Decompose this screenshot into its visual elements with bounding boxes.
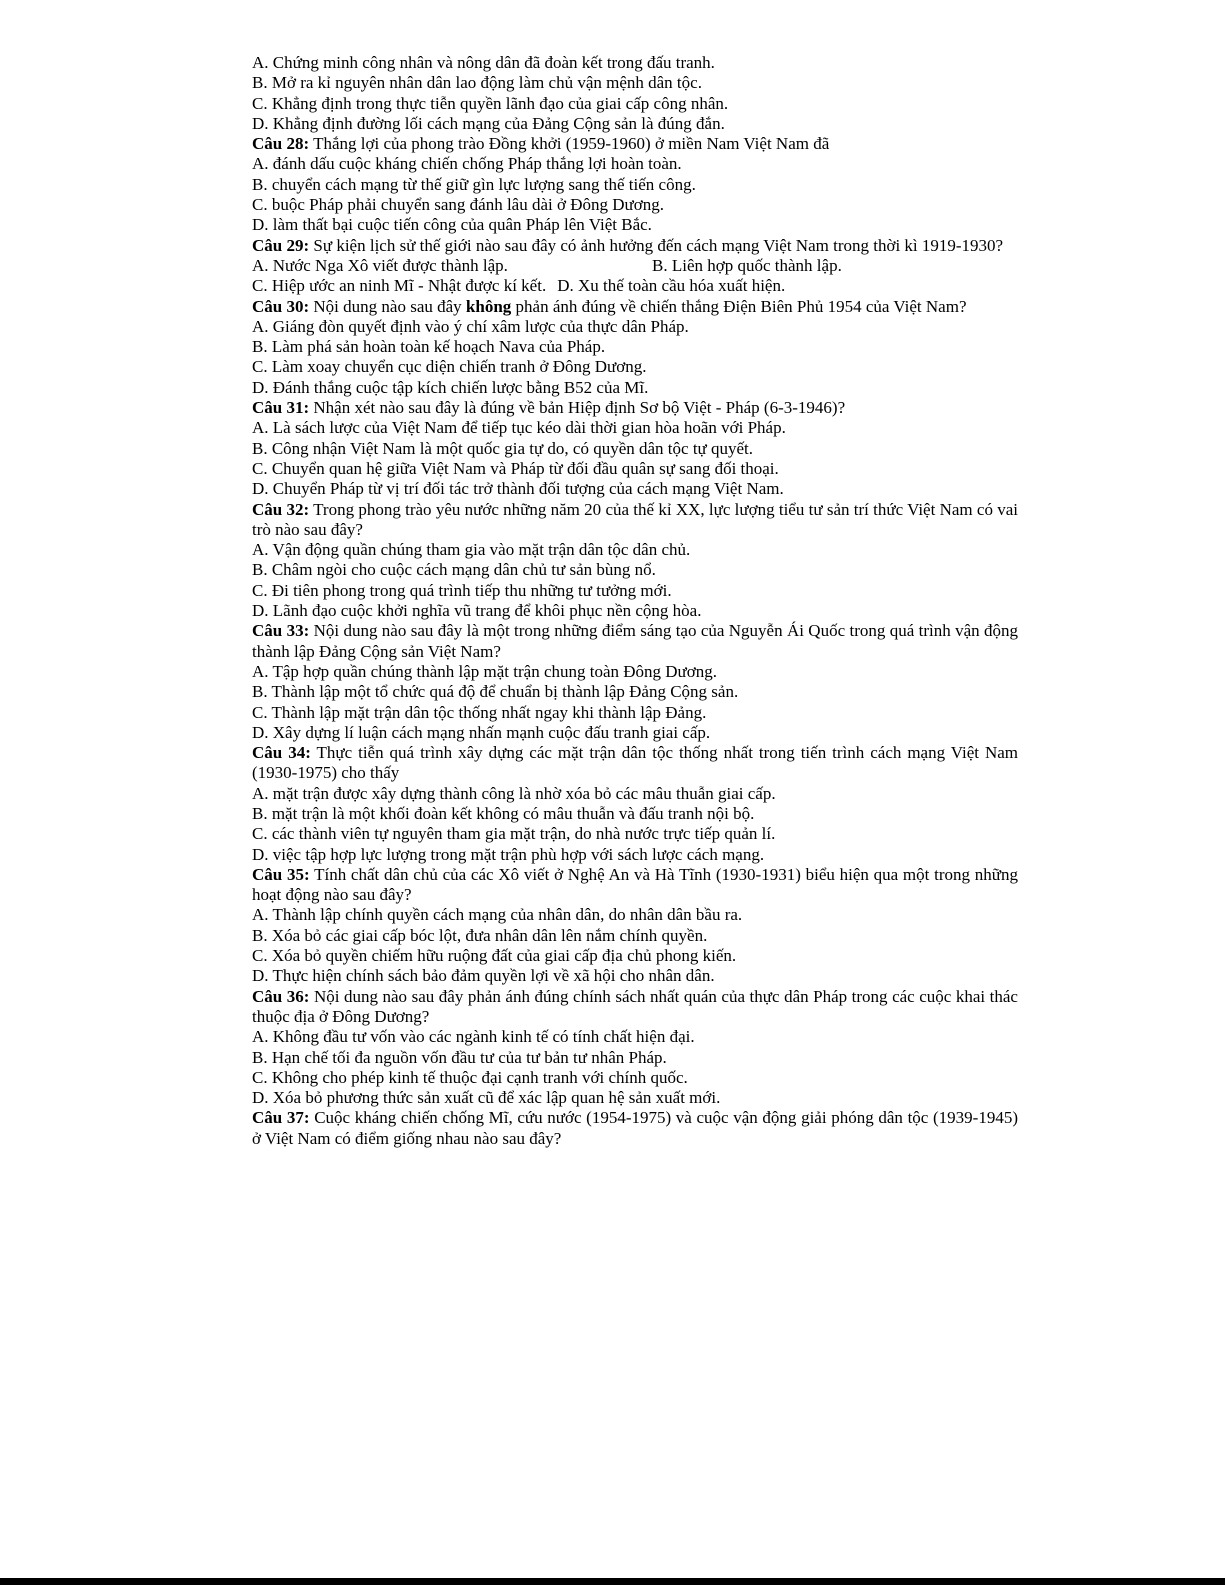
question-text: Sự kiện lịch sử thế giới nào sau đây có ảnh hưởng đến cách mạng Việt Nam trong thời kì 1919-1930? <box>309 235 1004 255</box>
option-a: A. Thành lập chính quyền cách mạng của nhân dân, do nhân dân bầu ra. <box>252 905 743 925</box>
options-row <box>252 276 1018 296</box>
question-number: Câu 33: <box>252 621 310 641</box>
option-a: A. Tập hợp quần chúng thành lập mặt trận chung toàn Đông Dương. <box>252 661 718 681</box>
question-text: Trong phong trào yêu nước những năm 20 của thế kỉ XX, lực lượng tiểu tư sản trí thức Việt Nam có vai trò nào sau đây? <box>252 499 1018 539</box>
option-a: A. Nước Nga Xô viết được thành lập. <box>252 255 508 275</box>
option-d: D. Xu thế toàn cầu hóa xuất hiện. <box>557 276 786 296</box>
option-a: A. Vận động quần chúng tham gia vào mặt trận dân tộc dân chủ. <box>252 540 691 560</box>
option-b: B. Liên hợp quốc thành lập. <box>652 255 842 275</box>
option-a: A. Không đầu tư vốn vào các ngành kinh tế có tính chất hiện đại. <box>252 1027 695 1047</box>
question-text: Thực tiễn quá trình xây dựng các mặt trận dân tộc thống nhất trong tiến trình cách mạng Việt Nam (1930-1975) cho thấy <box>252 743 1018 783</box>
question-number: Câu 28: <box>252 134 310 154</box>
option-d: D. việc tập hợp lực lượng trong mặt trận phù hợp với sách lược cách mạng. <box>252 844 765 864</box>
option-b: B. Làm phá sản hoàn toàn kế hoạch Nava của Pháp. <box>252 337 606 357</box>
option-c: C. buộc Pháp phải chuyển sang đánh lâu dài ở Đông Dương. <box>252 195 664 215</box>
question-text: Nội dung nào sau đây là một trong những điểm sáng tạo của Nguyễn Ái Quốc trong quá trình vận động thành lập Đảng Cộng sản Việt Nam? <box>252 621 1018 661</box>
option-c: C. Khẳng định trong thực tiễn quyền lãnh đạo của giai cấp công nhân. <box>252 93 729 113</box>
question-text: Nội dung nào sau đây phản ánh đúng chính sách nhất quán của thực dân Pháp trong các cuộc khai thác thuộc địa ở Đông Dương? <box>252 986 1018 1026</box>
option-c: C. Chuyển quan hệ giữa Việt Nam và Pháp từ đối đầu quân sự sang đối thoại. <box>252 458 779 478</box>
question-32 <box>252 500 1018 541</box>
question-text-end: phản ánh đúng về chiến thắng Điện Biên Phủ 1954 của Việt Nam? <box>511 296 967 316</box>
question-emphasis: không <box>465 296 512 316</box>
option-d: D. làm thất bại cuộc tiến công của quân Pháp lên Việt Bắc. <box>252 215 652 235</box>
option-b: B. Châm ngòi cho cuộc cách mạng dân chủ tư sản bùng nổ. <box>252 560 656 580</box>
question-31 <box>252 398 1018 418</box>
question-37 <box>252 1108 1018 1149</box>
question-number: Câu 32: <box>252 499 310 519</box>
option-c: C. các thành viên tự nguyên tham gia mặt trận, do nhà nước trực tiếp quản lí. <box>252 824 776 844</box>
question-text: Nội dung nào sau đây <box>309 296 466 316</box>
option-c: C. Xóa bỏ quyền chiếm hữu ruộng đất của giai cấp địa chủ phong kiến. <box>252 946 737 966</box>
option-a: A. đánh dấu cuộc kháng chiến chống Pháp thắng lợi hoàn toàn. <box>252 154 682 174</box>
option-c: C. Không cho phép kinh tế thuộc đại cạnh tranh với chính quốc. <box>252 1067 688 1087</box>
option-c: C. Làm xoay chuyển cục diện chiến tranh ở Đông Dương. <box>252 357 647 377</box>
option-d: D. Đánh thắng cuộc tập kích chiến lược bằng B52 của Mĩ. <box>252 377 649 397</box>
bottom-border <box>0 1578 1225 1585</box>
option-b: B. Công nhận Việt Nam là một quốc gia tự do, có quyền dân tộc tự quyết. <box>252 438 754 458</box>
option-c: C. Hiệp ước an ninh Mĩ - Nhật được kí kết. <box>252 276 547 296</box>
option-b: B. Thành lập một tổ chức quá độ để chuẩn bị thành lập Đảng Cộng sản. <box>252 682 739 702</box>
option-b: B. Xóa bỏ các giai cấp bóc lột, đưa nhân dân lên nắm chính quyền. <box>252 925 708 945</box>
option-b: B. Hạn chế tối đa nguồn vốn đầu tư của tư bản tư nhân Pháp. <box>252 1047 667 1067</box>
option-d: D. Lãnh đạo cuộc khởi nghĩa vũ trang để khôi phục nền cộng hòa. <box>252 601 702 621</box>
question-text: Nhận xét nào sau đây là đúng về bản Hiệp định Sơ bộ Việt - Pháp (6-3-1946)? <box>309 398 846 418</box>
option-d: D. Thực hiện chính sách bảo đảm quyền lợi về xã hội cho nhân dân. <box>252 966 715 986</box>
question-number: Câu 35: <box>252 864 310 884</box>
option-a: A. Chứng minh công nhân và nông dân đã đoàn kết trong đấu tranh. <box>252 53 715 72</box>
option-a: A. Giáng đòn quyết định vào ý chí xâm lược của thực dân Pháp. <box>252 316 689 336</box>
question-number: Câu 36: <box>252 986 310 1006</box>
option-d: D. Xây dựng lí luận cách mạng nhấn mạnh cuộc đấu tranh giai cấp. <box>252 722 711 742</box>
option-a: A. mặt trận được xây dựng thành công là nhờ xóa bỏ các mâu thuẫn giai cấp. <box>252 783 776 803</box>
question-36 <box>252 987 1018 1028</box>
question-text: Thắng lợi của phong trào Đồng khởi (1959-1960) ở miền Nam Việt Nam đã <box>309 134 830 154</box>
question-number: Câu 31: <box>252 398 310 418</box>
question-30 <box>252 297 1018 317</box>
options-row <box>252 256 1018 276</box>
option-b: B. Mở ra kỉ nguyên nhân dân lao động làm chủ vận mệnh dân tộc. <box>252 73 702 93</box>
option-d: D. Chuyển Pháp từ vị trí đối tác trở thành đối tượng của cách mạng Việt Nam. <box>252 479 784 499</box>
question-number: Câu 30: <box>252 296 310 316</box>
question-number: Câu 37: <box>252 1108 310 1128</box>
option-d: D. Khẳng định đường lối cách mạng của Đảng Cộng sản là đúng đắn. <box>252 113 725 133</box>
question-28 <box>252 134 1018 154</box>
question-number: Câu 34: <box>252 743 311 763</box>
option-c: C. Đi tiên phong trong quá trình tiếp thu những tư tưởng mới. <box>252 580 672 600</box>
question-text: Cuộc kháng chiến chống Mĩ, cứu nước (1954-1975) và cuộc vận động giải phóng dân tộc (1939-1945) ở Việt Nam có điểm giống nhau nào sau đây? <box>252 1108 1018 1148</box>
option-b: B. mặt trận là một khối đoàn kết không có mâu thuẫn và đấu tranh nội bộ. <box>252 803 755 823</box>
option-a: A. Là sách lược của Việt Nam để tiếp tục kéo dài thời gian hòa hoãn với Pháp. <box>252 418 786 438</box>
question-29 <box>252 236 1018 256</box>
question-text: Tính chất dân chủ của các Xô viết ở Nghệ An và Hà Tĩnh (1930-1931) biểu hiện qua một trong những hoạt động nào sau đây? <box>252 864 1018 905</box>
option-c: C. Thành lập mặt trận dân tộc thống nhất ngay khi thành lập Đảng. <box>252 702 707 722</box>
document-body <box>252 53 1018 1149</box>
option-b: B. chuyển cách mạng từ thế giữ gìn lực lượng sang thế tiến công. <box>252 174 696 194</box>
question-33 <box>252 621 1018 662</box>
option-d: D. Xóa bỏ phương thức sản xuất cũ để xác lập quan hệ sản xuất mới. <box>252 1088 721 1108</box>
question-number: Câu 29: <box>252 235 310 255</box>
question-35 <box>252 865 1018 906</box>
question-34 <box>252 743 1018 784</box>
